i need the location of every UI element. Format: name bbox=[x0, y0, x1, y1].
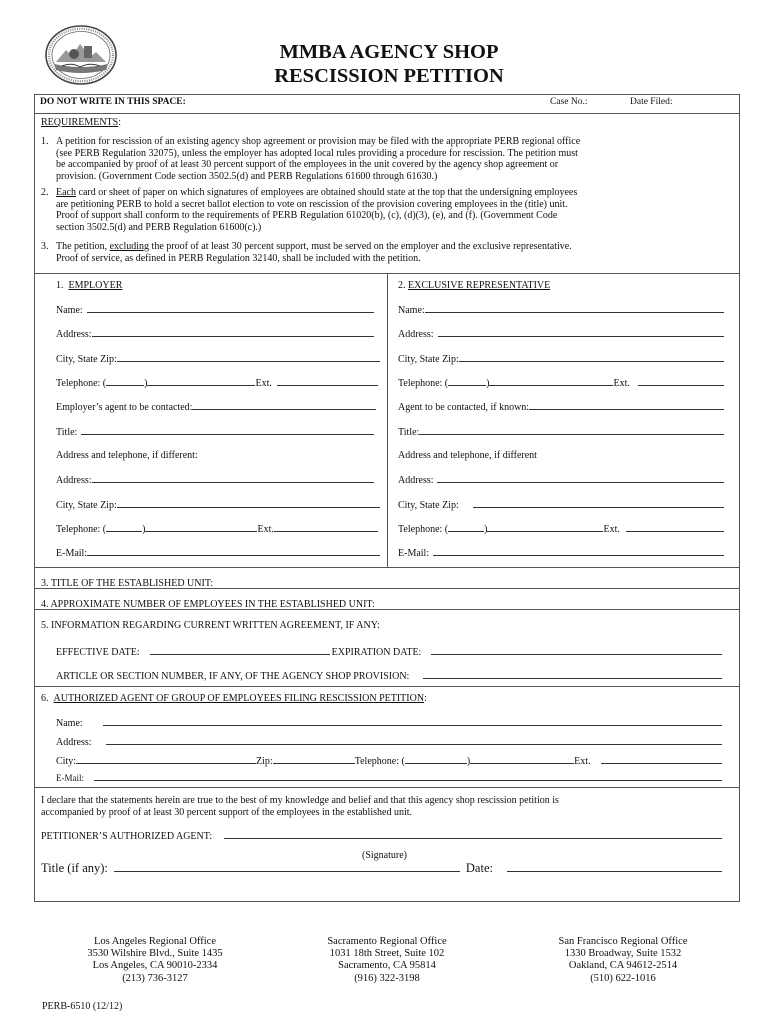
agent-address-line[interactable] bbox=[106, 736, 722, 745]
rep-phone2-line[interactable] bbox=[487, 523, 603, 532]
agent-ext-line[interactable] bbox=[601, 755, 722, 764]
office-los-angeles: Los Angeles Regional Office 3530 Wilshire Blvd., Suite 1435 Los Angeles, CA 90010-2334 (213) 736-3127 bbox=[87, 936, 223, 984]
title-date-field[interactable]: Title (if any): Date: bbox=[41, 861, 722, 876]
employer-city-line[interactable] bbox=[117, 353, 380, 362]
state-seal-icon bbox=[44, 24, 118, 86]
requirements-heading: REQUIREMENTS: bbox=[41, 117, 122, 128]
date-filed-label: Date Filed: bbox=[630, 97, 673, 107]
divider bbox=[35, 686, 739, 687]
employer-city2-field[interactable]: City, State Zip: bbox=[56, 499, 380, 511]
rep-area-code-line[interactable] bbox=[448, 377, 486, 386]
rep-ext2-line[interactable] bbox=[626, 523, 724, 532]
rep-address2-line[interactable] bbox=[437, 474, 724, 483]
rep-telephone2-field[interactable]: Telephone: ( ) Ext. bbox=[398, 523, 724, 535]
declaration-text: I declare that the statements herein are true to the best of my knowledge and belief and that this agency shop rescission petition is accompanied by proof of at least 30 percent support of the employees in the established unit. bbox=[41, 795, 559, 818]
agreement-dates-field[interactable]: EFFECTIVE DATE: EXPIRATION DATE: bbox=[56, 646, 722, 658]
authorized-agent-heading: 6. AUTHORIZED AGENT OF GROUP OF EMPLOYEES FILING RESCISSION PETITION: bbox=[41, 693, 427, 704]
employer-city-field[interactable]: City, State Zip: bbox=[56, 353, 380, 365]
rep-name-line[interactable] bbox=[425, 304, 724, 313]
rep-address-field[interactable]: Address: bbox=[398, 328, 724, 340]
employer-address2-field[interactable]: Address: bbox=[56, 474, 374, 486]
article-number-field[interactable]: ARTICLE OR SECTION NUMBER, IF ANY, OF THE AGENCY SHOP PROVISION: bbox=[56, 670, 722, 682]
agent-email-line[interactable] bbox=[94, 773, 722, 781]
employer-agent-line[interactable] bbox=[192, 401, 376, 410]
rep-city2-line[interactable] bbox=[473, 499, 724, 508]
rep-title-field[interactable]: Title: bbox=[398, 426, 724, 438]
form-id: PERB-6510 (12/12) bbox=[42, 1001, 123, 1012]
form-header bbox=[34, 18, 740, 94]
title-line[interactable] bbox=[114, 861, 460, 872]
rep-city2-field[interactable]: City, State Zip: bbox=[398, 499, 724, 511]
rep-phone-line[interactable] bbox=[489, 377, 613, 386]
agent-area-code-line[interactable] bbox=[405, 755, 467, 764]
agent-address-field[interactable]: Address: bbox=[56, 736, 722, 748]
agent-phone-line[interactable] bbox=[470, 755, 574, 764]
divider bbox=[35, 567, 739, 568]
office-san-francisco: San Francisco Regional Office 1330 Broadway, Suite 1532 Oakland, CA 94612-2514 (510) 622-1016 bbox=[558, 936, 688, 984]
employer-email-field[interactable]: E-Mail: bbox=[56, 547, 380, 559]
petitioner-agent-field[interactable]: PETITIONER’S AUTHORIZED AGENT: bbox=[41, 830, 722, 842]
exclusive-rep-heading: 2. EXCLUSIVE REPRESENTATIVE bbox=[398, 280, 551, 291]
employer-ext2-line[interactable] bbox=[274, 523, 378, 532]
rep-title-line[interactable] bbox=[419, 426, 724, 435]
agent-city-line[interactable] bbox=[76, 755, 256, 764]
agent-name-field[interactable]: Name: bbox=[56, 717, 722, 729]
rep-telephone-field[interactable]: Telephone: ( ) Ext. bbox=[398, 377, 724, 389]
employer-area-code2-line[interactable] bbox=[106, 523, 142, 532]
employer-telephone-field[interactable]: Telephone: ( ) Ext. bbox=[56, 377, 378, 389]
unit-title-field[interactable]: 3. TITLE OF THE ESTABLISHED UNIT: bbox=[41, 578, 214, 589]
employer-email-line[interactable] bbox=[87, 547, 380, 556]
employer-area-code-line[interactable] bbox=[106, 377, 144, 386]
employee-count-field[interactable]: 4. APPROXIMATE NUMBER OF EMPLOYEES IN THE ESTABLISHED UNIT: bbox=[41, 599, 375, 610]
divider bbox=[35, 787, 739, 788]
rep-email-line[interactable] bbox=[433, 547, 724, 556]
signature-line[interactable] bbox=[224, 830, 722, 839]
divider bbox=[35, 113, 739, 114]
req-1-number: 1. bbox=[41, 136, 49, 147]
page-title bbox=[224, 40, 554, 88]
req-3-text: The petition, excluding the proof of at least 30 percent support, must be served on the employer and the exclusive representative. Proof of service, as defined in PERB Regulation 32140, shall be included with the petition. bbox=[56, 241, 572, 264]
agent-name-line[interactable] bbox=[103, 717, 722, 726]
title-line-1: MMBA AGENCY SHOP bbox=[279, 41, 499, 63]
employer-agent-field[interactable]: Employer’s agent to be contacted: bbox=[56, 401, 376, 413]
employer-title-line[interactable] bbox=[81, 426, 374, 435]
employer-title-field[interactable]: Title: bbox=[56, 426, 374, 438]
rep-area-code2-line[interactable] bbox=[448, 523, 484, 532]
req-2-text: Each card or sheet of paper on which signatures of employees are obtained should state at the top that the undersigning employees are petitioning PERB to hold a secret ballot election to vote on rescission of the provision covering employees in the (title) unit. Proof of support shall conform to the requirements of PERB Regulation 61020(b), (c), (d)(3), (e), and (f). (Government Code section 3502.5(d) and PERB Regulation 61600(c).) bbox=[56, 187, 578, 233]
employer-name-line[interactable] bbox=[87, 304, 374, 313]
rep-ext-line[interactable] bbox=[638, 377, 724, 386]
employer-alt-address-note: Address and telephone, if different: bbox=[56, 450, 198, 461]
employer-city2-line[interactable] bbox=[117, 499, 380, 508]
office-use-label: DO NOT WRITE IN THIS SPACE: bbox=[40, 97, 186, 107]
agreement-info-heading: 5. INFORMATION REGARDING CURRENT WRITTEN AGREEMENT, IF ANY: bbox=[41, 620, 380, 631]
employer-address-line[interactable] bbox=[92, 328, 374, 337]
employer-heading: 1. EMPLOYER bbox=[56, 280, 123, 291]
article-number-line[interactable] bbox=[423, 670, 722, 679]
case-number-label: Case No.: bbox=[550, 97, 588, 107]
rep-alt-address-note: Address and telephone, if different bbox=[398, 450, 537, 461]
effective-date-line[interactable] bbox=[150, 646, 330, 655]
office-sacramento: Sacramento Regional Office 1031 18th Street, Suite 102 Sacramento, CA 95814 (916) 322-3198 bbox=[327, 936, 447, 984]
employer-phone2-line[interactable] bbox=[145, 523, 257, 532]
expiration-date-line[interactable] bbox=[431, 646, 722, 655]
rep-city-line[interactable] bbox=[459, 353, 724, 362]
req-2-number: 2. bbox=[41, 187, 49, 198]
title-line-2: RESCISSION PETITION bbox=[274, 65, 504, 87]
employer-address2-line[interactable] bbox=[92, 474, 374, 483]
employer-address-field[interactable]: Address: bbox=[56, 328, 374, 340]
column-divider bbox=[387, 273, 388, 567]
rep-address-line[interactable] bbox=[438, 328, 724, 337]
employer-ext-line[interactable] bbox=[277, 377, 378, 386]
employer-name-field[interactable]: Name: bbox=[56, 304, 374, 316]
req-3-number: 3. bbox=[41, 241, 49, 252]
agent-email-field[interactable]: E-Mail: bbox=[56, 773, 722, 783]
rep-city-field[interactable]: City, State Zip: bbox=[398, 353, 724, 365]
rep-email-field[interactable]: E-Mail: bbox=[398, 547, 724, 559]
rep-address2-field[interactable]: Address: bbox=[398, 474, 724, 486]
agent-zip-line[interactable] bbox=[273, 755, 355, 764]
date-line[interactable] bbox=[507, 861, 722, 872]
agent-city-field[interactable]: City: Zip: Telephone: ( ) Ext. bbox=[56, 755, 722, 767]
employer-phone-line[interactable] bbox=[147, 377, 255, 386]
employer-telephone2-field[interactable]: Telephone: ( ) Ext. bbox=[56, 523, 378, 535]
rep-agent-line[interactable] bbox=[529, 401, 724, 410]
signature-caption: (Signature) bbox=[362, 850, 407, 861]
req-1-text: A petition for rescission of an existing agency shop agreement or provision may be filed with the appropriate PERB regional office (see PERB Regulation 32075), unless the employer has adopted local rules providing a procedure for rescission. The petition must be accompanied by proof of at least 30 percent support of the employees in the unit covered by the agency shop agreement or provision. (Government Code section 3502.5(d) and PERB Regulations 61600 through 61630.) bbox=[56, 136, 581, 182]
rep-name-field[interactable]: Name: bbox=[398, 304, 724, 316]
rep-agent-field[interactable]: Agent to be contacted, if known: bbox=[398, 401, 724, 413]
